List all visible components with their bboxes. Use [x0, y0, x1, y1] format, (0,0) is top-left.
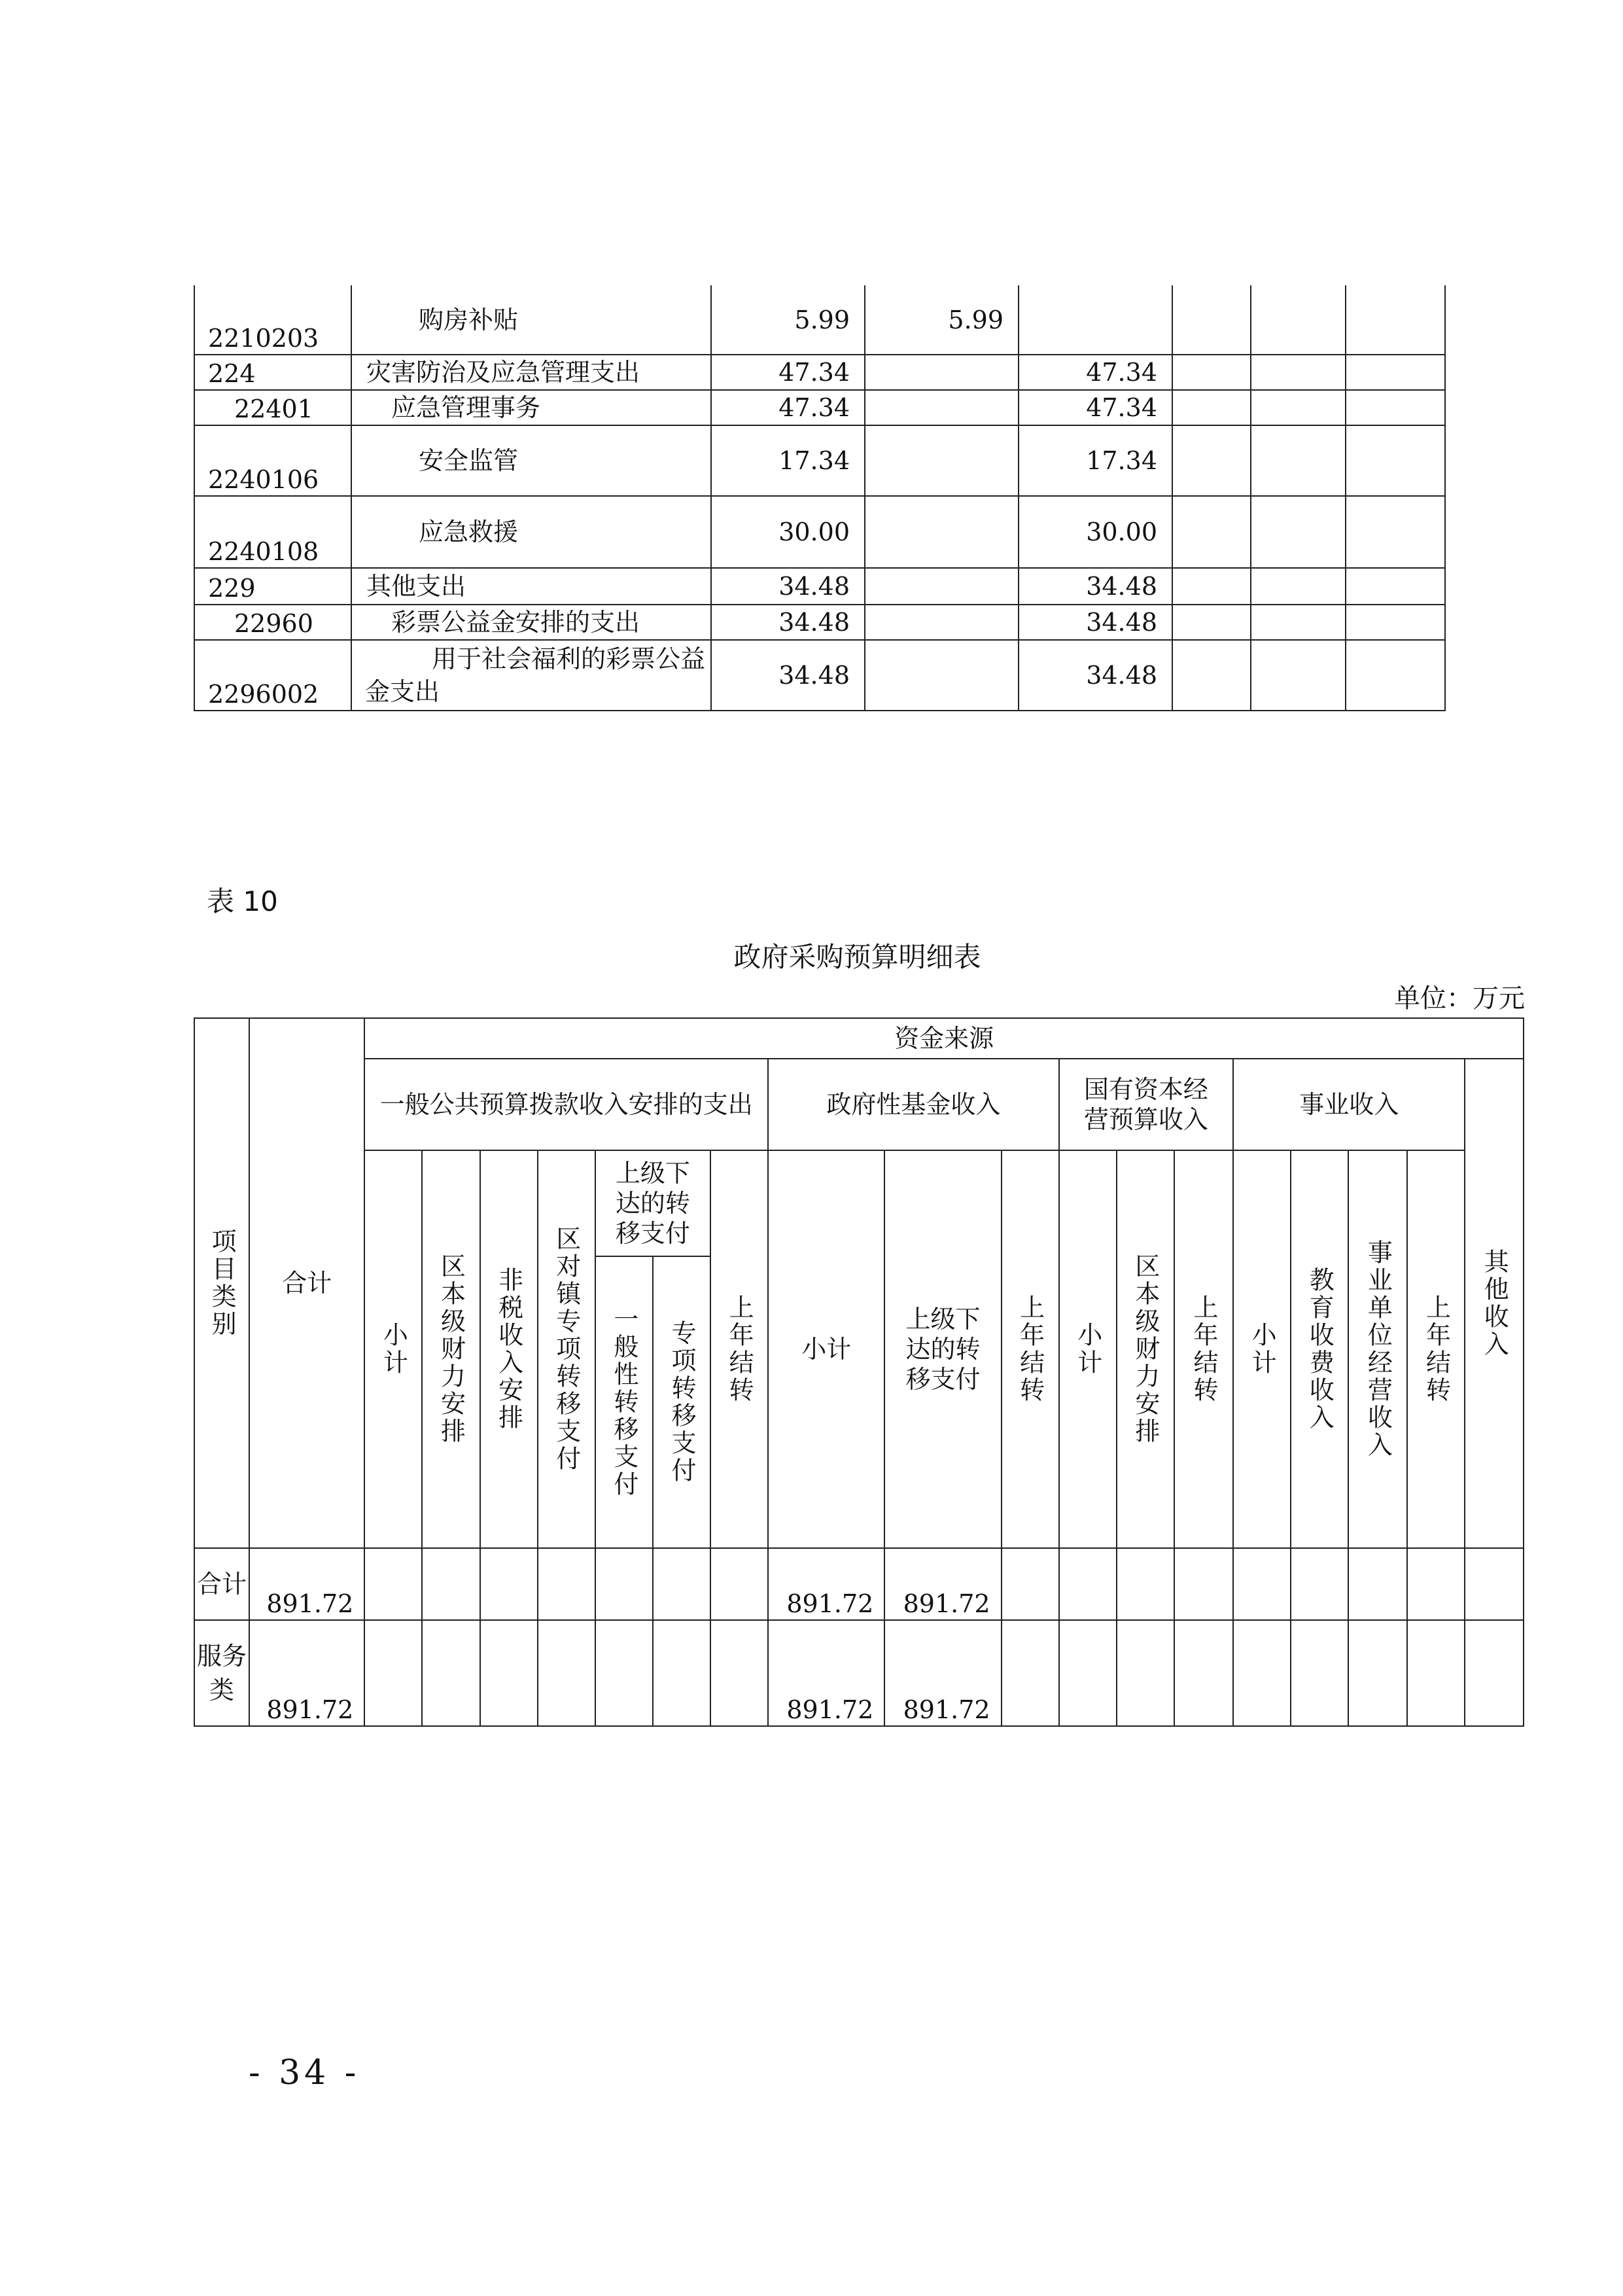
row-basic [865, 640, 1019, 711]
header-gov-fund-superior: 上级下达的转移支付 [884, 1150, 1001, 1548]
header-unit-operating: 事业单位经营收入 [1348, 1150, 1407, 1548]
procurement-budget-table [194, 1017, 1524, 1727]
row-total: 30.00 [711, 496, 865, 568]
row-name: 应急管理事务 [351, 390, 711, 425]
row-basic: 5.99 [865, 285, 1019, 355]
row-name: 灾害防治及应急管理支出 [351, 355, 711, 390]
row-name: 其他支出 [351, 568, 711, 605]
row-total: 34.48 [711, 640, 865, 711]
row-basic [865, 568, 1019, 605]
row-gov-fund-subtotal: 891.72 [768, 1548, 884, 1620]
row-code: 2240108 [194, 496, 351, 568]
header-district-finance: 区本级财力安排 [422, 1150, 480, 1548]
header-category: 项目类别 [194, 1018, 249, 1548]
header-superior-transfer: 上级下达的转移支付 [595, 1150, 710, 1256]
row-code: 22401 [194, 390, 351, 425]
row-project: 30.00 [1019, 496, 1172, 568]
table-row [194, 496, 1445, 568]
header-funding-source: 资金来源 [364, 1018, 1524, 1059]
header-state-carryover: 上年结转 [1174, 1150, 1233, 1548]
row-project: 17.34 [1019, 425, 1172, 496]
header-state-district: 区本级财力安排 [1117, 1150, 1174, 1548]
table-row [194, 425, 1445, 496]
table-row [194, 605, 1445, 640]
row-total: 891.72 [249, 1620, 364, 1726]
table-label: 表 10 [207, 885, 278, 917]
row-basic [865, 355, 1019, 390]
row-total: 5.99 [711, 285, 865, 355]
header-carryover: 上年结转 [710, 1150, 768, 1548]
header-business-subtotal: 小计 [1233, 1150, 1291, 1548]
header-business-income: 事业收入 [1233, 1059, 1465, 1150]
row-gov-fund-subtotal: 891.72 [768, 1620, 884, 1726]
table-row [194, 1548, 1524, 1620]
header-education-fee: 教育收费收入 [1291, 1150, 1348, 1548]
header-general-budget: 一般公共预算拨款收入安排的支出 [364, 1059, 768, 1150]
row-category: 服务类 [194, 1620, 249, 1726]
row-total: 34.48 [711, 568, 865, 605]
header-special-transfer: 专项转移支付 [653, 1256, 710, 1548]
row-name: 用于社会福利的彩票公益金支出 [351, 640, 711, 711]
table-row [194, 1620, 1524, 1726]
page-number: - 34 - [249, 2053, 360, 2093]
row-code: 2210203 [194, 285, 351, 355]
header-business-carryover: 上年结转 [1407, 1150, 1465, 1548]
row-name: 应急救援 [351, 496, 711, 568]
row-gov-fund-superior: 891.72 [884, 1620, 1001, 1726]
row-gov-fund-superior: 891.72 [884, 1548, 1001, 1620]
expenditure-table [194, 285, 1446, 711]
table-title: 政府采购预算明细表 [733, 941, 981, 973]
row-total: 47.34 [711, 355, 865, 390]
header-row [194, 1150, 1524, 1256]
header-row [194, 1059, 1524, 1150]
row-category: 合计 [194, 1548, 249, 1620]
header-gov-fund-carryover: 上年结转 [1002, 1150, 1059, 1548]
header-total: 合计 [249, 1018, 364, 1548]
row-total: 17.34 [711, 425, 865, 496]
header-row [194, 1018, 1524, 1059]
row-code: 224 [194, 355, 351, 390]
header-general-transfer: 一般性转移支付 [595, 1256, 653, 1548]
row-name: 购房补贴 [351, 285, 711, 355]
row-project: 47.34 [1019, 355, 1172, 390]
row-total: 47.34 [711, 390, 865, 425]
row-basic [865, 390, 1019, 425]
row-code: 22960 [194, 605, 351, 640]
table-row [194, 285, 1445, 355]
row-basic [865, 496, 1019, 568]
header-non-tax: 非税收入安排 [480, 1150, 538, 1548]
table-row [194, 640, 1445, 711]
row-basic [865, 605, 1019, 640]
row-project: 47.34 [1019, 390, 1172, 425]
row-code: 2296002 [194, 640, 351, 711]
header-gov-fund-subtotal: 小计 [768, 1150, 884, 1548]
row-code: 2240106 [194, 425, 351, 496]
unit-label: 单位：万元 [1394, 983, 1525, 1014]
row-project: 34.48 [1019, 640, 1172, 711]
row-basic [865, 425, 1019, 496]
row-name: 彩票公益金安排的支出 [351, 605, 711, 640]
header-other-income: 其他收入 [1465, 1059, 1524, 1548]
row-name: 安全监管 [351, 425, 711, 496]
header-gov-fund: 政府性基金收入 [768, 1059, 1059, 1150]
table-row [194, 390, 1445, 425]
row-total: 34.48 [711, 605, 865, 640]
header-district-to-town: 区对镇专项转移支付 [538, 1150, 595, 1548]
header-subtotal: 小计 [364, 1150, 422, 1548]
header-state-subtotal: 小计 [1059, 1150, 1117, 1548]
table-row [194, 568, 1445, 605]
row-total: 891.72 [249, 1548, 364, 1620]
row-project [1019, 285, 1172, 355]
table-row [194, 355, 1445, 390]
row-project: 34.48 [1019, 568, 1172, 605]
row-project: 34.48 [1019, 605, 1172, 640]
header-state-capital: 国有资本经营预算收入 [1059, 1059, 1233, 1150]
row-code: 229 [194, 568, 351, 605]
